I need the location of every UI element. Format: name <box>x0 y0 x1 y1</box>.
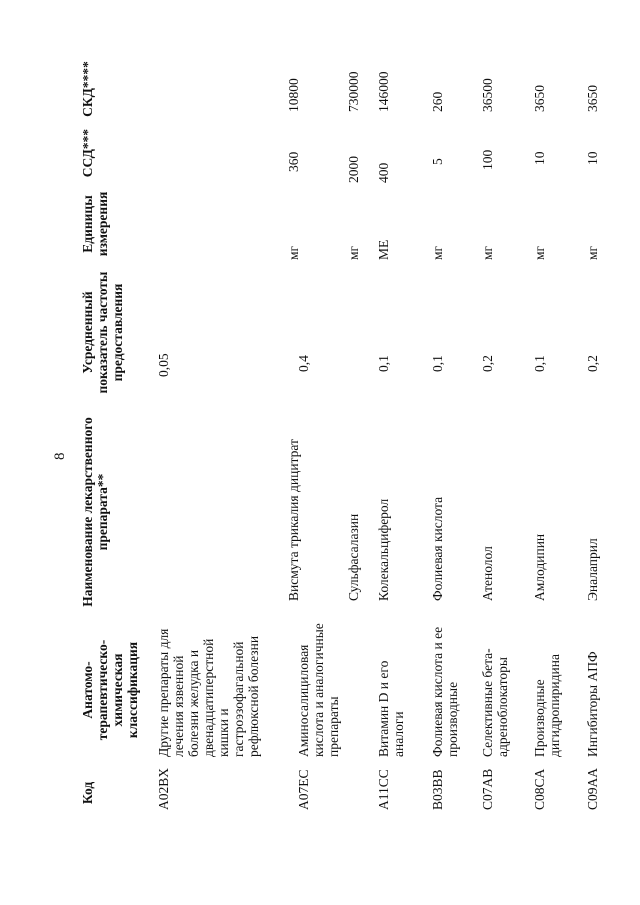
row2-code: A07EC <box>296 769 311 810</box>
row6-code: C08CA <box>532 768 547 810</box>
row5-code: C07AB <box>480 768 495 810</box>
row1-unit: мг <box>286 245 301 260</box>
row6-freq: 0,1 <box>532 355 547 372</box>
row6-unit: мг <box>532 245 547 260</box>
row2-drug: Сульфасалазин <box>346 513 361 601</box>
row5-atc: Селективные бета-адреноблокаторы <box>480 648 510 757</box>
row3-ssd: 400 <box>376 162 391 183</box>
header-ssd: ССД*** <box>80 128 95 178</box>
header-atc: Анатомо-терапевтическо-химическая классификация <box>80 639 140 741</box>
row7-code: C09AA <box>585 767 600 810</box>
row2-atc: Аминосалициловая кислота и аналогичные препараты <box>296 623 341 757</box>
row4-ssd: 5 <box>430 158 445 165</box>
row3-drug: Колекальциферол <box>376 498 391 601</box>
row2-freq: 0,4 <box>296 355 311 372</box>
row5-freq: 0,2 <box>480 355 495 372</box>
row4-freq: 0,1 <box>430 355 445 372</box>
row4-unit: мг <box>430 245 445 260</box>
row4-skd: 260 <box>430 91 445 112</box>
row7-ssd: 10 <box>585 151 600 165</box>
row6-drug: Амлодипин <box>532 533 547 601</box>
header-unit: Единицы измерения <box>80 191 110 257</box>
row7-skd: 3650 <box>585 85 600 112</box>
row4-code: B03BB <box>430 769 445 810</box>
row6-skd: 3650 <box>532 85 547 112</box>
row5-drug: Атенолол <box>480 546 495 601</box>
row1-drug: Висмута трикалия дицитрат <box>286 439 301 601</box>
row1-atc: Другие препараты для лечения язвенной болезни желудка и двенадцатиперстной кишки и гастроэзофагальной рефлюксной болезни <box>156 628 261 757</box>
row4-drug: Фолиевая кислота <box>430 496 445 601</box>
row5-ssd: 100 <box>480 149 495 170</box>
row2-skd: 730000 <box>346 71 361 112</box>
row3-skd: 146000 <box>376 71 391 112</box>
row3-atc: Витамин D и его аналоги <box>376 660 406 757</box>
row7-unit: мг <box>585 245 600 260</box>
row1-skd: 10800 <box>286 78 301 112</box>
header-code: Код <box>80 781 95 805</box>
row6-ssd: 10 <box>532 151 547 165</box>
row4-atc: Фолиевая кислота и ее производные <box>430 626 460 757</box>
row5-skd: 36500 <box>480 78 495 112</box>
row2-unit: мг <box>346 245 361 260</box>
row7-drug: Эналаприл <box>585 538 600 601</box>
page-number: 8 <box>52 452 68 460</box>
header-freq: Усредненный показатель частоты предоставления <box>80 271 125 394</box>
row6-atc: Производные дигидропиридина <box>532 654 562 757</box>
row1-code: A02BX <box>156 767 171 810</box>
row2-ssd: 2000 <box>346 156 361 183</box>
row3-freq: 0,1 <box>376 355 391 372</box>
row1-freq: 0,05 <box>156 353 171 377</box>
header-drug: Наименование лекарственного препарата** <box>80 417 110 607</box>
row3-code: A11CC <box>376 769 391 810</box>
row1-ssd: 360 <box>286 151 301 172</box>
header-skd: СКД**** <box>80 61 95 117</box>
row3-unit: МЕ <box>376 239 391 260</box>
row7-atc: Ингибиторы АПФ <box>585 651 600 757</box>
row5-unit: мг <box>480 245 495 260</box>
row7-freq: 0,2 <box>585 355 600 372</box>
